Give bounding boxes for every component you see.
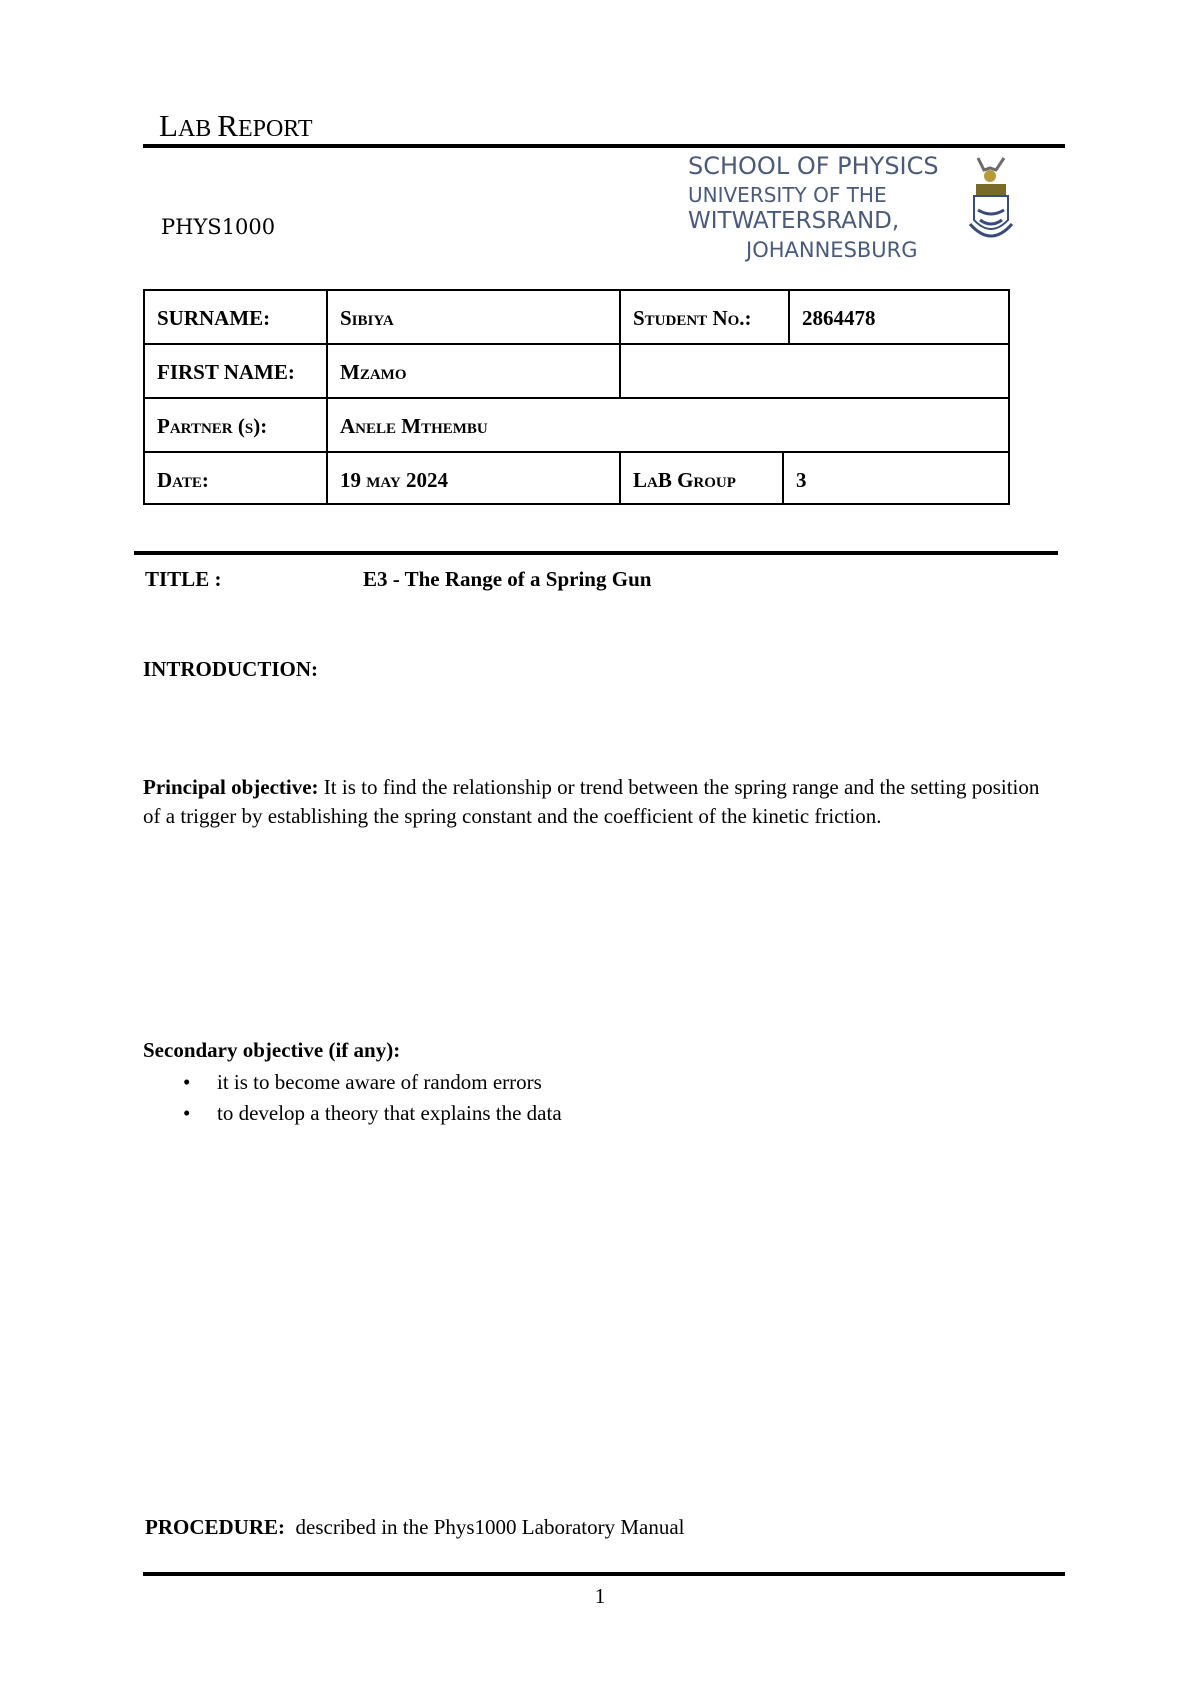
title-value: E3 - The Range of a Spring Gun bbox=[363, 567, 652, 591]
page-title bbox=[159, 108, 313, 144]
first-name-label: FIRST NAME: bbox=[143, 343, 328, 399]
bullet-icon: • bbox=[183, 1070, 191, 1094]
course-code: PHYS1000 bbox=[161, 215, 276, 239]
footer-rule bbox=[143, 1572, 1065, 1576]
empty-cell bbox=[619, 343, 1010, 399]
student-no-value: 2864478 bbox=[788, 289, 1010, 345]
principal-objective-text: It is to find the relationship or trend between the spring range and the setting position of a trigger by establishing the spring constant and the coefficient of the kinetic friction. bbox=[143, 775, 1040, 828]
logo-line-4: JOHANNESBURG bbox=[746, 238, 918, 262]
secondary-objective-heading: Secondary objective (if any): bbox=[143, 1038, 401, 1062]
page-number: 1 bbox=[594, 1584, 606, 1608]
title-part-eport: EPORT bbox=[237, 116, 313, 142]
surname-value: Sibiya bbox=[326, 289, 621, 345]
logo-line-2: UNIVERSITY OF THE bbox=[688, 183, 887, 207]
secondary-objective-list bbox=[143, 1067, 1043, 1129]
section-rule bbox=[134, 551, 1058, 555]
school-logo bbox=[674, 150, 1030, 270]
introduction-heading: INTRODUCTION: bbox=[143, 657, 319, 681]
partner-label: Partner (s): bbox=[143, 397, 328, 453]
principal-objective-label: Principal objective: bbox=[143, 775, 319, 799]
list-item bbox=[143, 1098, 1043, 1129]
procedure bbox=[145, 1513, 685, 1542]
procedure-text: described in the Phys1000 Laboratory Manual bbox=[295, 1515, 685, 1539]
student-no-label: Student No.: bbox=[619, 289, 790, 345]
principal-objective bbox=[143, 773, 1055, 831]
date-value: 19 may 2024 bbox=[326, 451, 621, 505]
bullet-icon: • bbox=[183, 1101, 191, 1125]
title-label: TITLE : bbox=[145, 567, 222, 591]
first-name-value: Mzamo bbox=[326, 343, 621, 399]
procedure-label: PROCEDURE: bbox=[145, 1515, 285, 1539]
lab-group-value: 3 bbox=[782, 451, 1010, 505]
list-item bbox=[143, 1067, 1043, 1098]
logo-line-3: WITWATERSRAND, bbox=[688, 208, 900, 234]
logo-line-1: SCHOOL OF PHYSICS bbox=[688, 152, 939, 180]
crest-icon bbox=[968, 154, 1014, 246]
lab-group-label: LaB Group bbox=[619, 451, 784, 505]
title-part-ab: AB bbox=[177, 116, 218, 142]
list-item-text: to develop a theory that explains the data bbox=[217, 1101, 562, 1125]
header-rule bbox=[143, 144, 1065, 148]
partner-value: Anele Mthembu bbox=[326, 397, 1010, 453]
surname-label: SURNAME: bbox=[143, 289, 328, 345]
date-label: Date: bbox=[143, 451, 328, 505]
title-letter-l: L bbox=[159, 108, 178, 143]
list-item-text: it is to become aware of random errors bbox=[217, 1070, 542, 1094]
student-info-table bbox=[143, 289, 1008, 505]
title-letter-r: R bbox=[217, 108, 238, 143]
